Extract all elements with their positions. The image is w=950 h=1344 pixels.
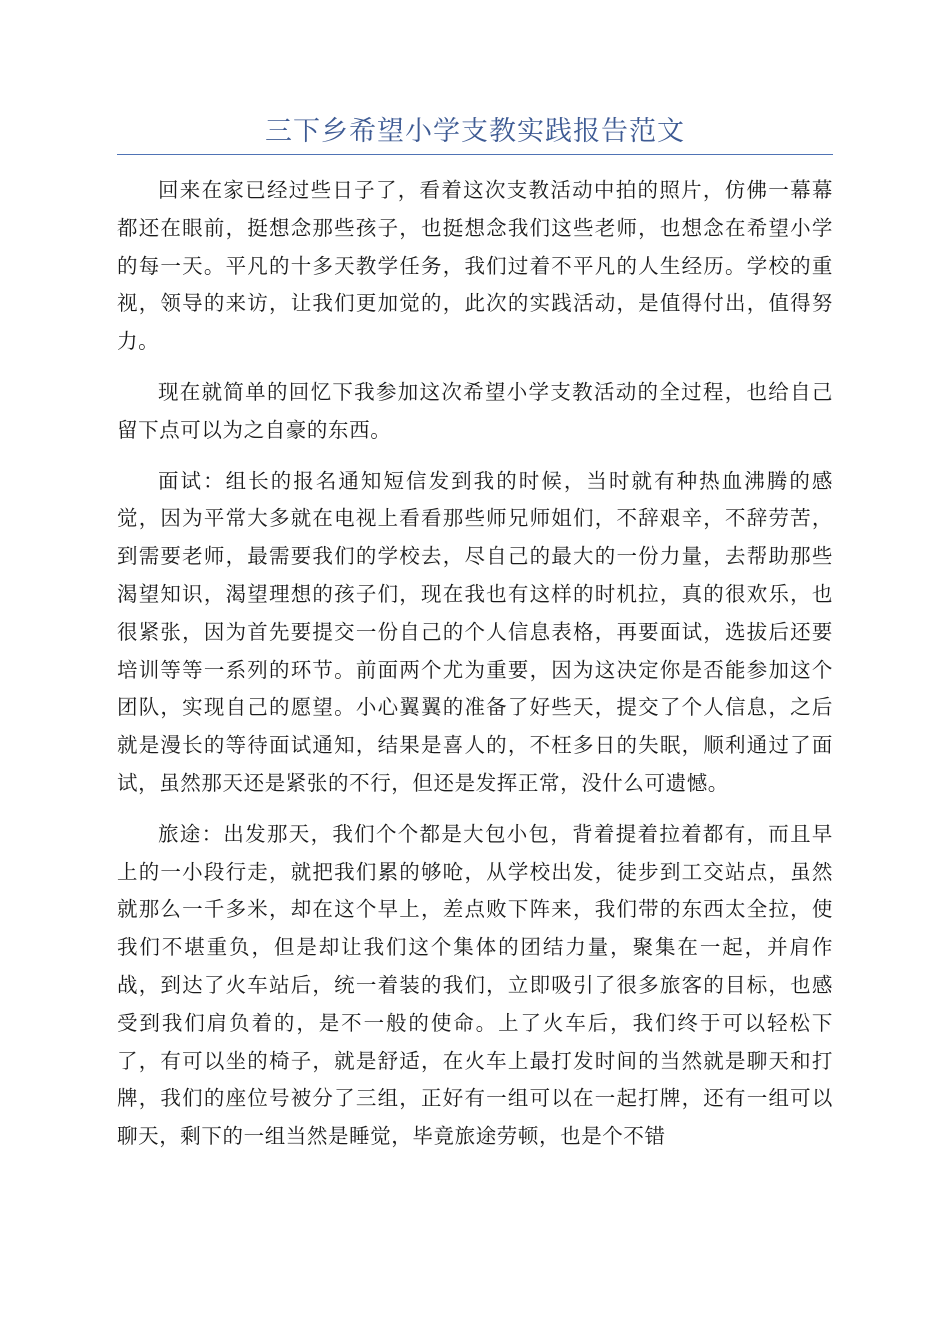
paragraph-intro: 回来在家已经过些日子了，看着这次支教活动中拍的照片，仿佛一幕幕都还在眼前，挺想念那些孩子，也挺想念我们这些老师，也想念在希望小学的每一天。平凡的十多天教学任务，我们过着不平凡的人生经历。学校的重视，领导的来访，让我们更加觉的，此次的实践活动，是值得付出，值得努力。 [117, 178, 833, 354]
title-underline [117, 154, 833, 155]
document-body [117, 172, 833, 1169]
paragraph-recall: 现在就简单的回忆下我参加这次希望小学支教活动的全过程，也给自己留下点可以为之自豪的东西。 [117, 379, 833, 442]
document-title: 三下乡希望小学支教实践报告范文 [265, 116, 685, 147]
paragraph-interview: 面试：组长的报名通知短信发到我的时候，当时就有种热血沸腾的感觉，因为平常大多就在电视上看看那些师兄师姐们，不辞艰辛，不辞劳苦，到需要老师，最需要我们的学校去，尽自己的最大的一份力量，去帮助那些渴望知识，渴望理想的孩子们，现在我也有这样的时机拉，真的很欢乐，也很紧张，因为首先要提交一份自己的个人信息表格，再要面试，选拔后还要培训等等一系列的环节。前面两个尤为重要，因为这决定你是否能参加这个团队，实现自己的愿望。小心翼翼的准备了好些天，提交了个人信息，之后就是漫长的等待面试通知，结果是喜人的，不枉多日的失眠，顺利通过了面试，虽然那天还是紧张的不行，但还是发挥正常，没什么可遗憾。 [117, 468, 833, 795]
paragraph-journey: 旅途：出发那天，我们个个都是大包小包，背着提着拉着都有，而且早上的一小段行走，就把我们累的够呛，从学校出发，徒步到工交站点，虽然就那么一千多米，却在这个早上，差点败下阵来，我们带的东西太全拉，使我们不堪重负，但是却让我们这个集体的团结力量，聚集在一起，并肩作战，到达了火车站后，统一着装的我们，立即吸引了很多旅客的目标，也感受到我们肩负着的，是不一般的使命。上了火车后，我们终于可以轻松下了，有可以坐的椅子，就是舒适，在火车上最打发时间的当然就是聊天和打牌，我们的座位号被分了三组，正好有一组可以在一起打牌，还有一组可以聊天，剩下的一组当然是睡觉，毕竟旅途劳顿，也是个不错 [117, 821, 833, 1149]
